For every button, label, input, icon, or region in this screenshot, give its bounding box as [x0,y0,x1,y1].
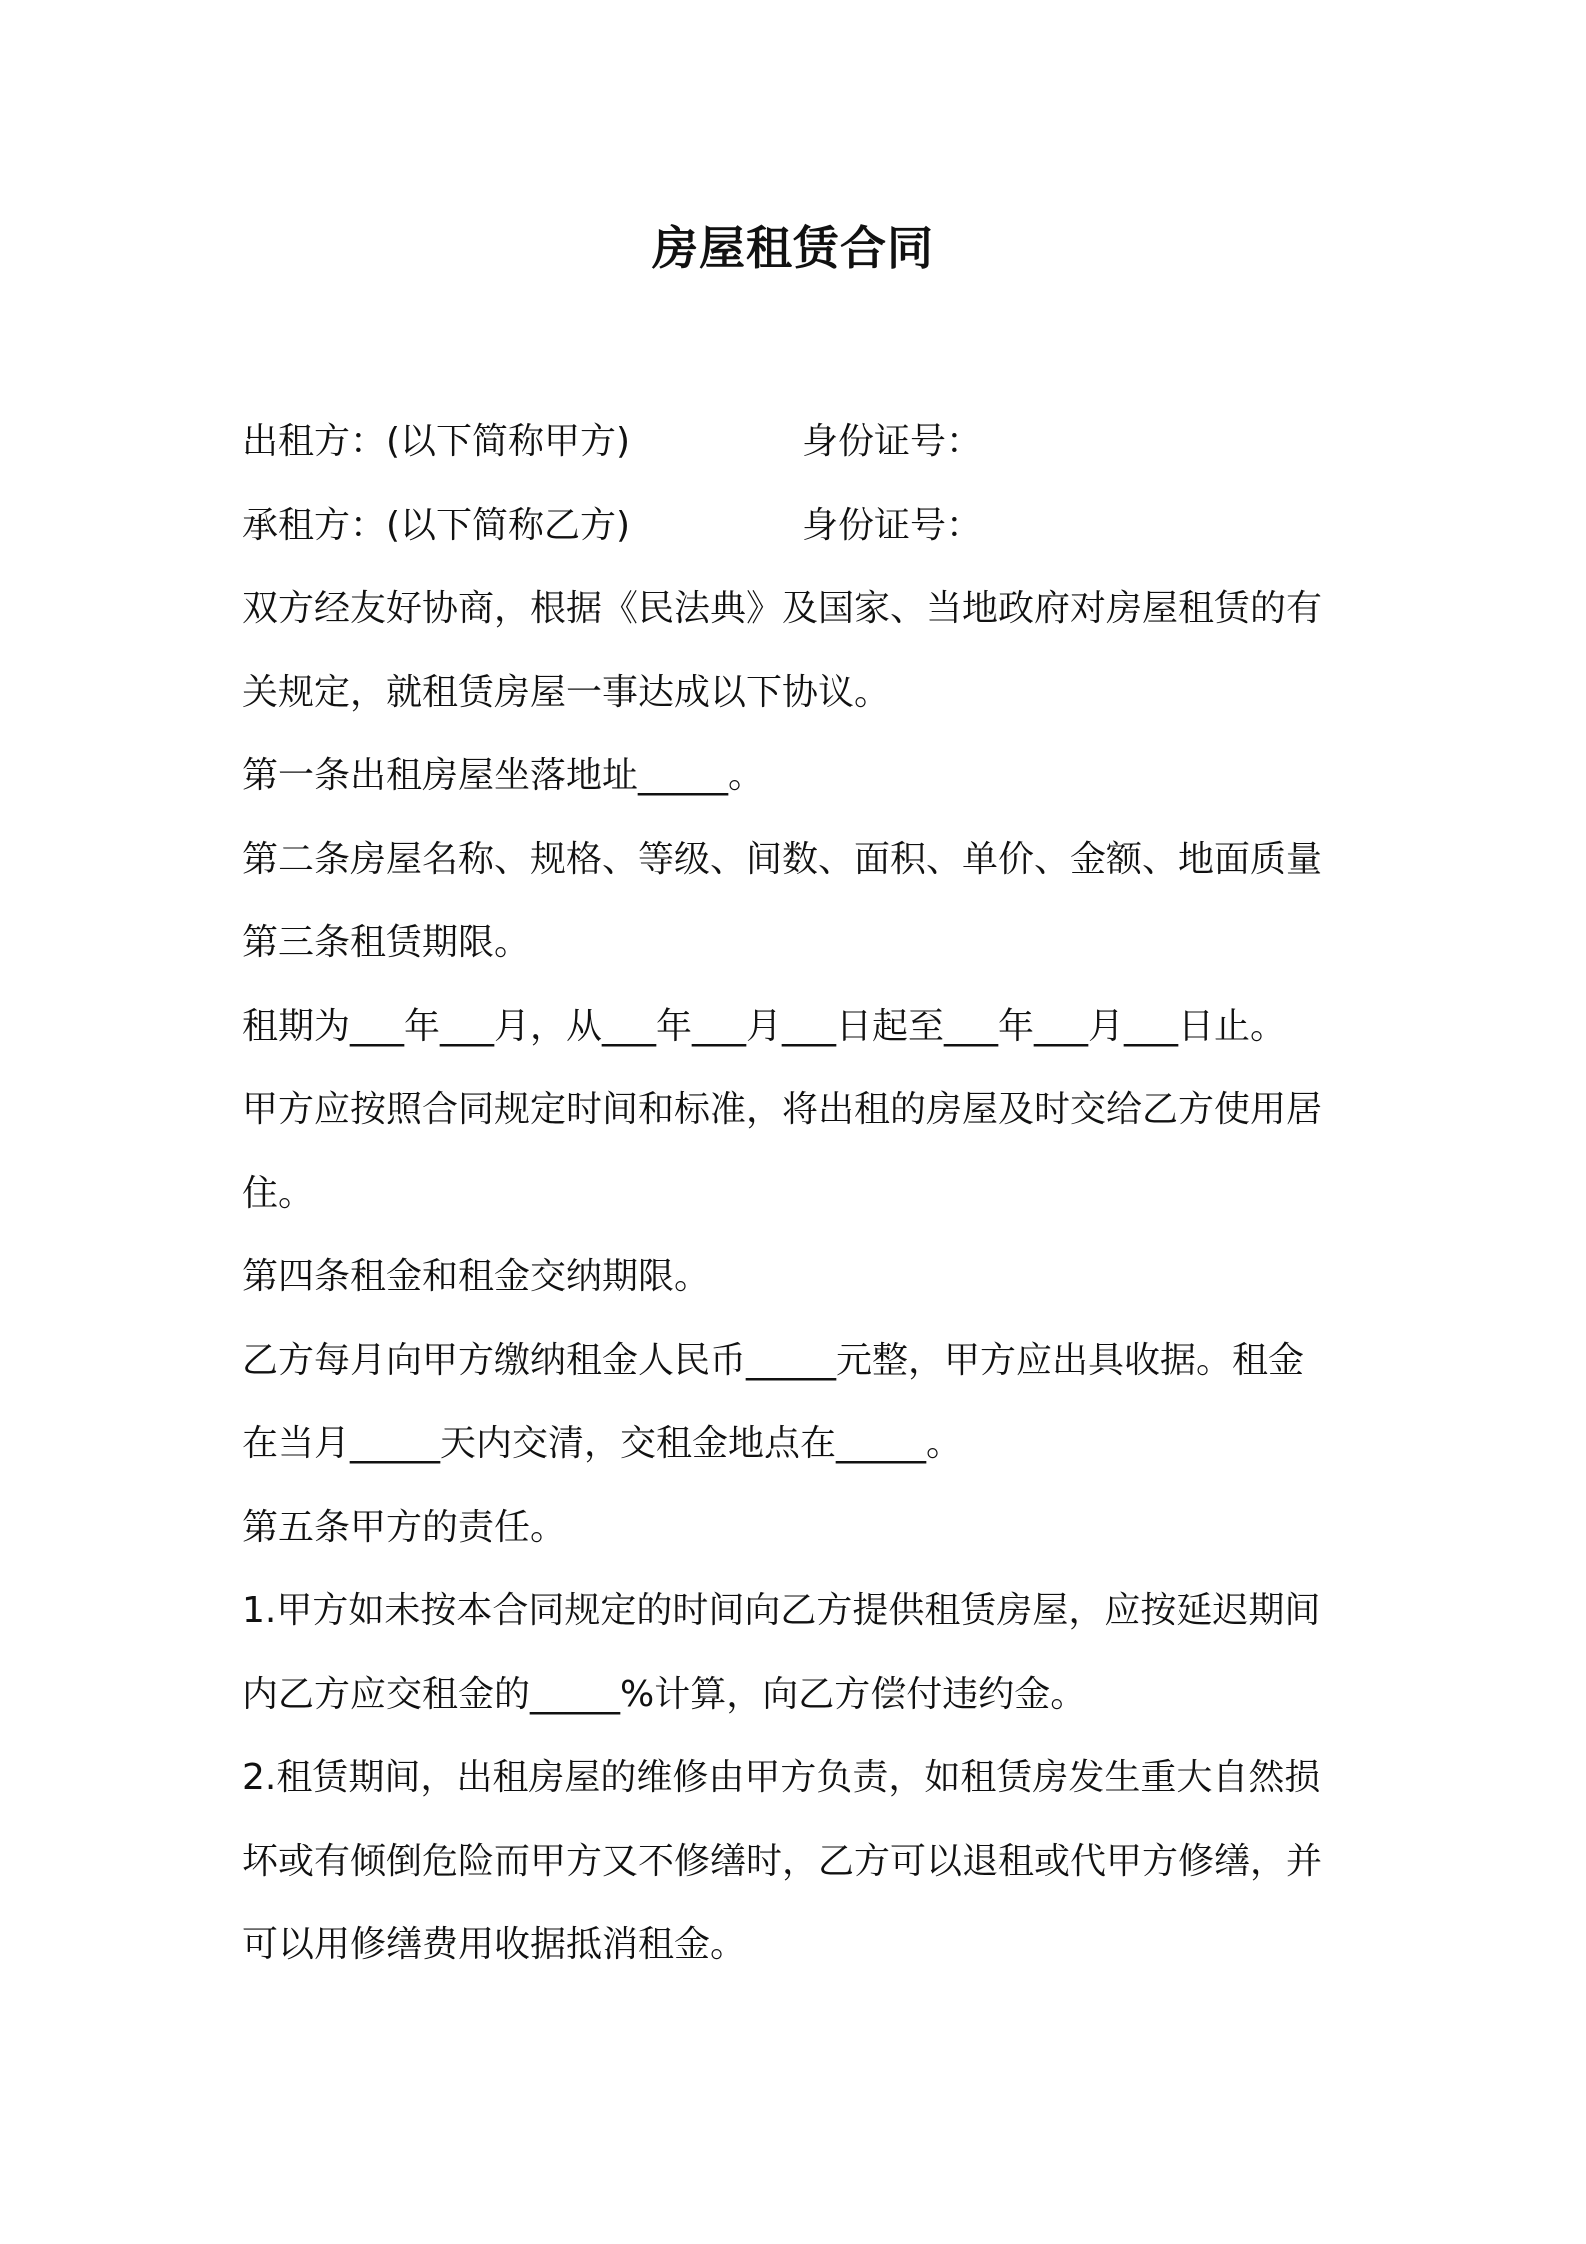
lessor-id-label: 身份证号： [802,421,983,462]
paragraph-line: 住。 [242,1172,315,1214]
clause-line: 内乙方应交租金的_____%计算，向乙方偿付违约金。 [242,1673,1087,1715]
clause-line: 1.甲方如未按本合同规定的时间向乙方提供租赁房屋，应按延迟期间 [242,1590,1321,1631]
lessee-id-label: 身份证号： [802,504,983,546]
party-row-lessor [242,400,1362,484]
clause-line: 坏或有倾倒危险而甲方又不修缮时，乙方可以退租或代甲方修缮，并 [242,1840,1323,1882]
lease-term-line: 租期为___年___月，从___年___月___日起至___年___月___日止。 [242,1005,1287,1047]
article-3-line: 第三条租赁期限。 [242,922,531,963]
paragraph-line: 双方经友好协商，根据《民法典》及国家、当地政府对房屋租赁的有 [242,588,1323,629]
article-1-line: 第一条出租房屋坐落地址_____。 [242,755,765,796]
paragraph-line: 乙方每月向甲方缴纳租金人民币_____元整，甲方应出具收据。租金 [242,1339,1305,1381]
lessor-label: 出租方：(以下简称甲方) [242,421,631,462]
lessee-label: 承租方：(以下简称乙方) [242,504,631,546]
paragraph-line: 在当月_____天内交清，交租金地点在_____。 [242,1423,963,1464]
paragraph-line: 关规定，就租赁房屋一事达成以下协议。 [242,671,891,713]
article-4-line: 第四条租金和租金交纳期限。 [242,1256,711,1297]
document-body [242,400,1362,1987]
clause-line: 2.租赁期间，出租房屋的维修由甲方负责，如租赁房发生重大自然损 [242,1757,1321,1798]
clause-line: 可以用修缮费用收据抵消租金。 [242,1924,747,1965]
document-title: 房屋租赁合同 [652,221,934,275]
paragraph-line: 甲方应按照合同规定时间和标准，将出租的房屋及时交给乙方使用居 [242,1089,1323,1130]
party-row-lessee [242,484,1362,568]
article-5-line: 第五条甲方的责任。 [242,1506,567,1548]
article-2-line: 第二条房屋名称、规格、等级、间数、面积、单价、金额、地面质量 [242,838,1323,880]
